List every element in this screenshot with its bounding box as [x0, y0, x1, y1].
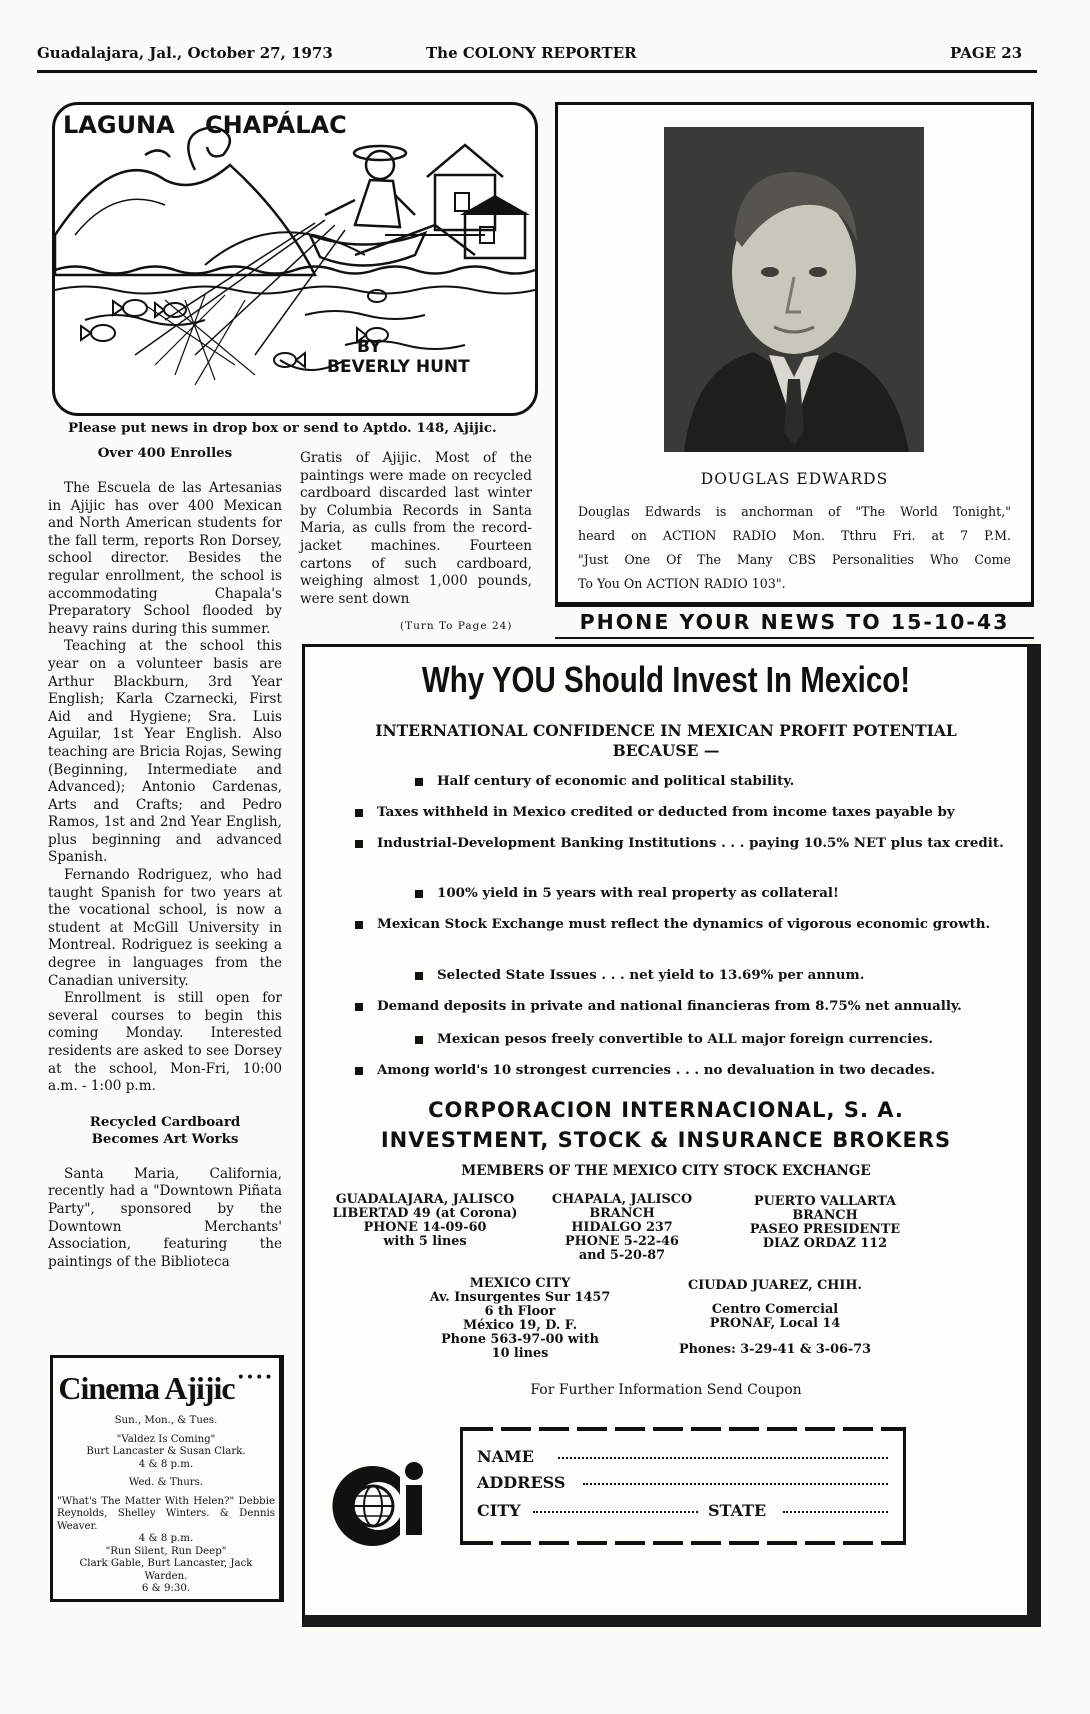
invest-bullet-text: Taxes withheld in Mexico credited or deducted from income taxes payable by	[377, 804, 955, 820]
invest-bullet	[415, 885, 995, 902]
office-line: PRONAF, Local 14	[709, 1316, 841, 1331]
bullet-square-icon	[415, 972, 423, 980]
office-line: Av. Insurgentes Sur 1457	[429, 1290, 611, 1305]
coupon-form	[460, 1427, 906, 1545]
radio-ad	[555, 102, 1034, 607]
invest-bullet-text: 100% yield in 5 years with real property as collateral!	[437, 885, 839, 901]
office-line: 6 th Floor	[484, 1304, 556, 1319]
turn-to-page-link[interactable]: (Turn To Page 24)	[400, 620, 513, 632]
invest-bullet	[355, 804, 1005, 821]
cinema-film-3: "Run Silent, Run Deep"	[105, 1545, 227, 1557]
office-line: BRANCH	[589, 1206, 655, 1221]
invest-bullet-text: Half century of economic and political stability.	[437, 773, 795, 789]
article-cardboard-continued	[300, 450, 532, 608]
corporacion-logo	[330, 1447, 430, 1547]
column-logo	[52, 102, 538, 416]
cinema-cast-3: Clark Gable, Burt Lancaster, Jack Warden.	[79, 1558, 253, 1582]
bullet-square-icon	[355, 809, 363, 817]
article-enrollment-paragraph: Fernando Rodriguez, who had taught Spanish for two years at the vocational school, is now a student at McGill University in Montreal. Rodriguez is seeking a degree in languages from the Canadian university.	[48, 867, 282, 989]
article-cardboard-paragraph: Santa Maria, California, recently had a "Downtown Piñata Party", sponsored by the Downtown Merchants' Association, featuring the paintings of the Biblioteca	[48, 1165, 282, 1270]
invest-subheadline-1: INTERNATIONAL CONFIDENCE IN MEXICAN PROFIT POTENTIAL	[375, 721, 957, 740]
office-chapala	[537, 1193, 707, 1263]
office-line: LIBERTAD 49 (at Corona)	[332, 1206, 518, 1221]
header-date: Guadalajara, Jal., October 27, 1973	[37, 44, 333, 62]
coupon-prompt: For Further Information Send Coupon	[530, 1382, 802, 1398]
bullet-square-icon	[355, 1067, 363, 1075]
office-line: PASEO PRESIDENTE	[749, 1222, 901, 1237]
exchange-membership: MEMBERS OF THE MEXICO CITY STOCK EXCHANGE	[461, 1163, 871, 1179]
invest-in-mexico-ad	[302, 644, 1041, 1627]
office-ciudad-juarez	[655, 1279, 895, 1357]
bullet-square-icon	[415, 1036, 423, 1044]
bullet-square-icon	[355, 1003, 363, 1011]
logo-byline-name: BEVERLY HUNT	[327, 357, 470, 377]
radio-ad-line-1: Douglas Edwards is anchorman of "The World Tonight,"	[578, 504, 1011, 519]
globe-logo-icon	[330, 1447, 430, 1547]
office-line: Phones: 3-29-41 & 3-06-73	[678, 1342, 872, 1357]
office-line: DIAZ ORDAZ 112	[762, 1236, 888, 1251]
office-line: GUADALAJARA, JALISCO	[335, 1192, 515, 1207]
bullet-square-icon	[355, 921, 363, 929]
radio-ad-line-4: To You On ACTION RADIO 103".	[578, 576, 786, 591]
cinema-film-2: "What's The Matter With Helen?" Debbie Reynolds, Shelley Winters. & Dennis Weaver.	[57, 1495, 275, 1532]
office-line: PHONE 14-09-60	[363, 1220, 487, 1235]
office-line: Phone 563-97-00 with	[441, 1332, 599, 1347]
invest-bullet	[355, 998, 1005, 1015]
office-mexico-city	[405, 1277, 635, 1361]
bullet-square-icon	[415, 778, 423, 786]
radio-ad-line-2: heard on ACTION RADIO Mon. Tthru Fri. at 7 P.M.	[578, 528, 1011, 543]
article-enrollment-headline: Over 400 Enrolles	[97, 445, 233, 461]
submission-notice: Please put news in drop box or send to Aptdo. 148, Ajijic.	[68, 420, 497, 436]
invest-bullet-text: Selected State Issues . . . net yield to 13.69% per annum.	[437, 967, 865, 983]
invest-bullet-text: Demand deposits in private and national financieras from 8.75% net annually.	[377, 998, 962, 1014]
radio-ad-line-3: "Just One Of The Many CBS Personalities Who Come	[578, 552, 1011, 567]
bullet-square-icon	[355, 840, 363, 848]
office-line: and 5-20-87	[578, 1248, 666, 1263]
bullet-square-icon	[415, 890, 423, 898]
cinema-time-2: 4 & 8 p.m.	[138, 1533, 194, 1544]
invest-bullet	[415, 773, 995, 790]
office-line: BRANCH	[792, 1208, 858, 1223]
office-line: HIDALGO 237	[571, 1220, 673, 1235]
invest-bullet-text: Mexican pesos freely convertible to ALL major foreign currencies.	[437, 1031, 933, 1047]
cinema-title: Cinema Ajijic	[58, 1370, 235, 1406]
office-guadalajara	[325, 1193, 525, 1249]
article-cardboard-headline-1: Recycled Cardboard	[89, 1113, 241, 1130]
portrait-image	[664, 127, 924, 452]
coupon-city-label: CITY	[477, 1501, 521, 1520]
header-paper-name: The COLONY REPORTER	[426, 44, 637, 62]
office-puerto-vallarta	[725, 1195, 925, 1251]
phone-banner: PHONE YOUR NEWS TO 15-10-43	[579, 610, 1010, 634]
office-line: CHAPALA, JALISCO	[551, 1192, 693, 1207]
radio-ad-name: DOUGLAS EDWARDS	[700, 470, 889, 488]
cinema-film-1: "Valdez Is Coming"	[116, 1433, 216, 1445]
coupon-city-field[interactable]	[533, 1511, 698, 1513]
cinema-cast-1: Burt Lancaster & Susan Clark.	[86, 1446, 246, 1457]
invest-bullet	[355, 835, 1005, 852]
cinema-listing	[50, 1355, 284, 1602]
invest-subheadline-2: BECAUSE —	[612, 741, 720, 760]
cinema-days-1: Sun., Mon., & Tues.	[114, 1415, 218, 1426]
office-line: CIUDAD JUAREZ, CHIH.	[688, 1278, 862, 1293]
invest-bullet-text: Mexican Stock Exchange must reflect the dynamics of vigorous economic growth.	[377, 916, 991, 932]
invest-bullet	[415, 1031, 995, 1048]
phone-banner-rule	[555, 637, 1034, 639]
cinema-time-3: 6 & 9:30.	[141, 1583, 191, 1594]
article-enrollment-paragraph: The Escuela de las Artesanias in Ajijic has over 400 Mexican and North American students for the fall term, reports Ron Dorsey, school director. Besides the regular enrollment, the school is accommodating Chapala's Preparatory School flooded by heavy rains during this summer.	[48, 480, 282, 637]
coupon-state-field[interactable]	[783, 1511, 888, 1513]
office-line: 10 lines	[491, 1346, 549, 1361]
office-line: PHONE 5-22-46	[565, 1234, 679, 1249]
coupon-address-field[interactable]	[583, 1483, 888, 1485]
article-enrollment-paragraph: Teaching at the school this year on a volunteer basis are Arthur Blackburn, 3rd Year English; Karla Czarnecki, First Aid and Hygiene; Sra. Luis Aguilar, 1st Year English. Also teaching are Bricia Rojas, Sewing (Beginning, Intermediate and Advanced); Antonio Cardenas, Arts and Crafts; and Pedro Ramos, 1st and 2nd Year English, plus beginning and advanced Spanish.	[48, 638, 282, 866]
header-page-number: PAGE 23	[950, 44, 1023, 62]
invest-headline: Why YOU Should Invest In Mexico!	[421, 659, 911, 700]
office-line: with 5 lines	[383, 1234, 467, 1249]
logo-byline-by: BY	[357, 337, 382, 357]
article-cardboard-paragraph: Gratis of Ajijic. Most of the paintings were made on recycled cardboard discarded last winter by Columbia Records in Santa Maria, as culls from the record-jacket machines. Fourteen cartons of such cardboard, weighing almost 1,000 pounds, were sent down	[300, 450, 532, 607]
company-name: CORPORACION INTERNACIONAL, S. A.	[428, 1098, 904, 1122]
header-rule	[37, 70, 1037, 73]
coupon-state-label: STATE	[708, 1501, 767, 1520]
office-line: PUERTO VALLARTA	[753, 1194, 897, 1209]
invest-bullet	[415, 967, 995, 984]
article-cardboard-headline-2: Becomes Art Works	[91, 1130, 239, 1147]
invest-bullet-text: Industrial-Development Banking Institutions . . . paying 10.5% NET plus tax credit.	[377, 835, 1004, 851]
logo-title-left: LAGUNA	[63, 111, 175, 139]
logo-title-right: CHAPÁLAC	[205, 111, 347, 139]
invest-bullet	[355, 916, 1005, 933]
coupon-name-label: NAME	[477, 1447, 534, 1466]
article-enrollment-paragraph: Enrollment is still open for several courses to begin this coming Monday. Interested residents are asked to see Dorsey at the school, Mon-Fri, 10:00 a.m. - 1:00 p.m.	[48, 990, 282, 1095]
invest-bullet	[355, 1062, 1005, 1079]
coupon-name-field[interactable]	[558, 1457, 888, 1459]
invest-bullet-text: Among world's 10 strongest currencies . . . no devaluation in two decades.	[377, 1062, 936, 1078]
cinema-time-1: 4 & 8 p.m.	[138, 1458, 194, 1470]
cinema-dots-ornament: ••••	[236, 1370, 274, 1386]
coupon-address-label: ADDRESS	[477, 1473, 566, 1492]
company-tagline: INVESTMENT, STOCK & INSURANCE BROKERS	[380, 1128, 952, 1152]
article-enrollment	[48, 445, 282, 1271]
cinema-days-2: Wed. & Thurs.	[128, 1477, 204, 1488]
douglas-edwards-photo	[664, 127, 924, 452]
office-line: México 19, D. F.	[462, 1318, 578, 1333]
office-line: Centro Comercial	[711, 1302, 839, 1317]
office-line: MEXICO CITY	[469, 1276, 571, 1291]
